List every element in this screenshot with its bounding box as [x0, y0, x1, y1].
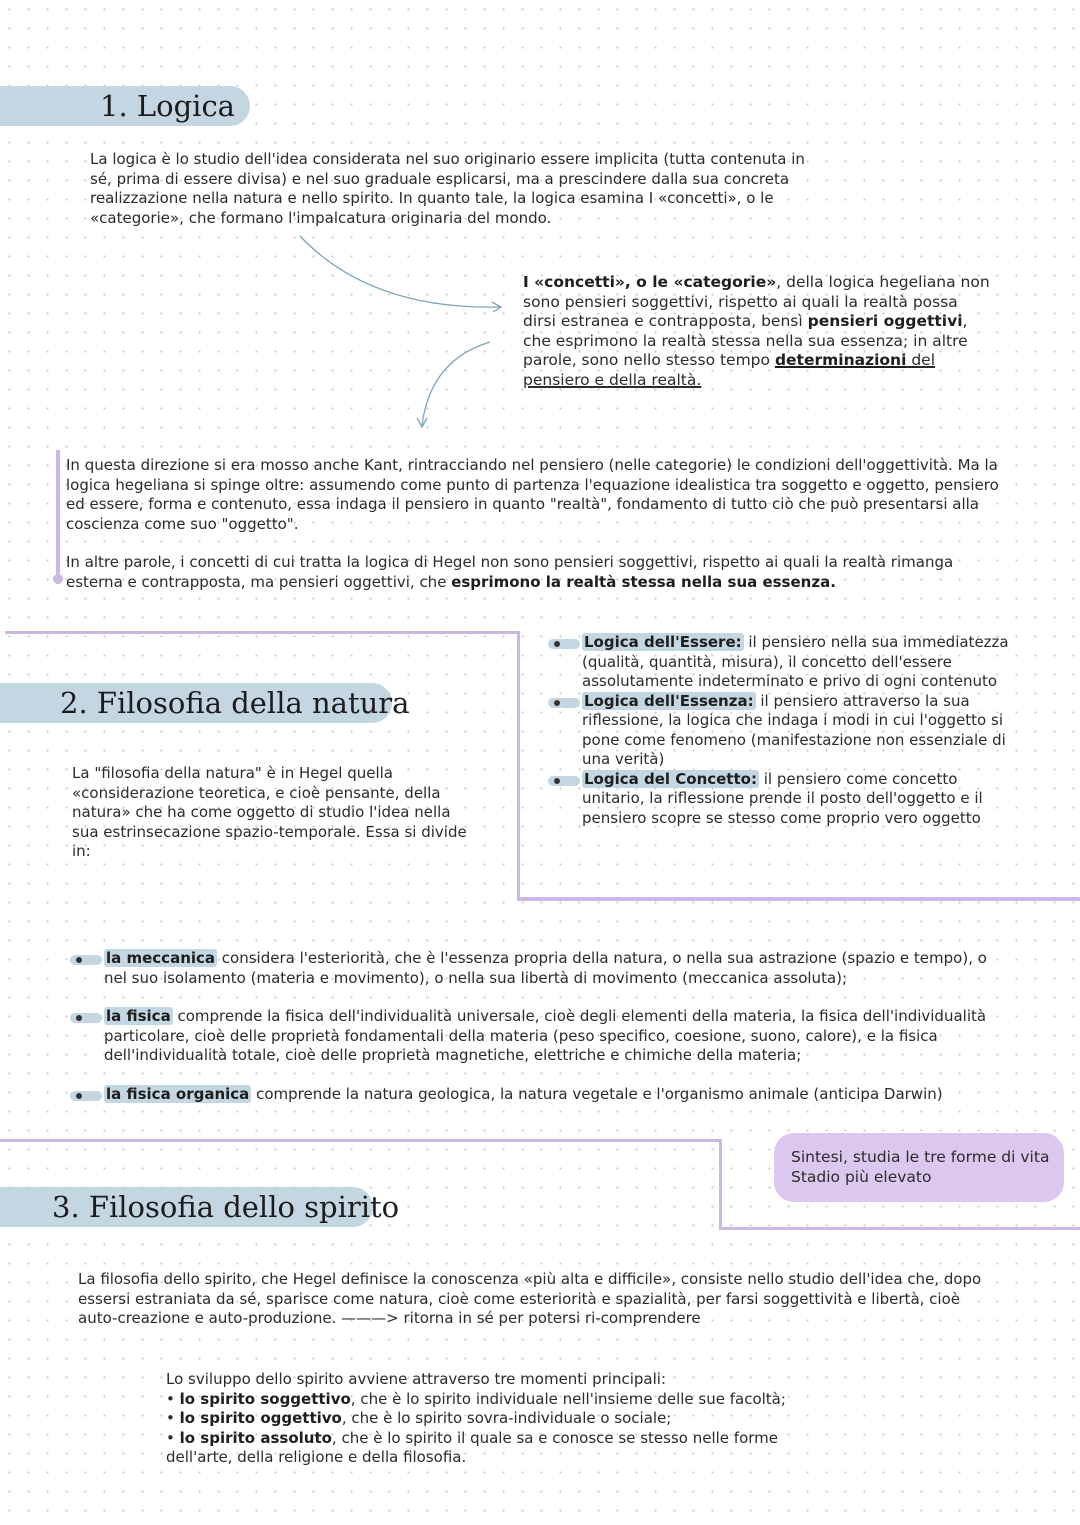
section-3-heading: [0, 1187, 400, 1227]
section-1-title: 1. Logica: [100, 89, 235, 123]
frame-top-line: [5, 631, 520, 634]
list-item: la meccanica considera l'esteriorità, che è l'essenza propria della natura, o nella sua astrazione (spazio e tempo), o nel suo isolamento (materia e movimento), o nella sua libertà di movimento (meccanica assoluta);: [104, 949, 1009, 988]
kant-paragraph: In questa direzione si era mosso anche Kant, rintracciando nel pensiero (nelle categorie) le condizioni dell'oggettività. Ma la logica hegeliana si spinge oltre: assumendo come punto di partenza l'equazione idealistica tra soggetto e oggetto, pensiero ed essere, forma e contenuto, essa indaga il pensiero in quanto "realtà", fondamento di tutto ciò che può presentarsi alla coscienza come suo "oggetto".: [66, 456, 999, 533]
list-item: • lo spirito oggettivo, che è lo spirito sovra-individuale o sociale;: [166, 1409, 672, 1427]
list-item: la fisica comprende la fisica dell'individualità universale, cioè degli elementi della materia, la fisica dell'individualità particolare, cioè delle proprietà fondamentali della materia (peso specifico, coesione, suono, calore), e la fisica dell'individualità totale, cioè delle proprietà magnetiche, elettriche e chimiche della materia;: [104, 1007, 1009, 1066]
logica-summary: In altre parole, i concetti di cui tratta la logica di Hegel non sono pensieri soggettivi, rispetto ai quali la realtà rimanga esterna e contrapposta, ma pensieri oggettivi, che esprimono la realtà stessa nella sua essenza.: [66, 553, 954, 591]
kant-side-bar: [56, 450, 60, 584]
section-2-heading: [0, 683, 410, 723]
pensieri-oggettivi-term: pensieri oggettivi: [807, 312, 963, 330]
list-item: Logica dell'Essere: il pensiero nella sua immediatezza (qualità, quantità, misura), il concetto dell'essere assolutamente indeterminato e privo di ogni contenuto: [582, 633, 1022, 692]
natura-intro: La "filosofia della natura" è in Hegel quella «considerazione teoretica, e cioè pensante, della natura» che ha come oggetto di studio l'idea nella sua estrinsecazione spazio-temporale. Essa si divide in:: [72, 764, 467, 860]
natura-divisions-list: [104, 949, 1009, 1104]
list-item: Logica dell'Essenza: il pensiero attraverso la sua riflessione, la logica che indaga i modi in cui l'oggetto si pone come fenomeno (manifestazione non essenziale di una verità): [582, 692, 1022, 770]
list-item: • lo spirito assoluto, che è lo spirito il quale sa e conosce se stesso nelle forme dell'arte, della religione e della filosofia.: [166, 1428, 778, 1466]
list-item: • lo spirito soggettivo, che è lo spirito individuale nell'insieme delle sue facoltà;: [166, 1389, 786, 1408]
concetti-term: I «concetti», o le «categorie»: [523, 273, 777, 291]
frame3-top-line: [0, 1139, 722, 1142]
frame-bottom-line: [517, 897, 1080, 901]
synthesis-note: Sintesi, studia le tre forme di vita Stadio più elevato: [774, 1133, 1064, 1202]
kant-side-dot: [53, 574, 63, 584]
section-2-title: 2. Filosofia della natura: [60, 686, 410, 720]
section-3-title: 3. Filosofia dello spirito: [52, 1190, 400, 1224]
concept-note: I «concetti», o le «categorie», della logica hegeliana non sono pensieri soggettivi, rispetto ai quali la realtà possa dirsi estranea e contrapposta, bensì pensieri oggettivi, che esprimono la realtà stessa nella sua essenza; in altre parole, sono nello stesso tempo determinazioni del pensiero e della realtà.: [523, 273, 990, 389]
list-item: Logica del Concetto: il pensiero come concetto unitario, la riflessione prende il posto dell'oggetto e il pensiero scopre se stesso come proprio vero oggetto: [582, 770, 1022, 829]
frame-vertical-line: [517, 631, 520, 901]
list-item: la fisica organica comprende la natura geologica, la natura vegetale e l'organismo animale (anticipa Darwin): [104, 1085, 1009, 1105]
arrow-curve-right: [300, 236, 500, 307]
logica-intro: La logica è lo studio dell'idea considerata nel suo originario essere implicita (tutta contenuta in sé, prima di essere divisa) e nel suo graduale esplicarsi, ma a prescindere dalla sua concreta realizzazione nella natura e nello spirito. In quanto tale, la logica esamina I «concetti», o le «categorie», che formano l'impalcatura originaria del mondo.: [90, 150, 805, 227]
frame3-bottom-line: [719, 1227, 1080, 1230]
determinazioni-term: determinazioni: [774, 351, 907, 369]
spirito-intro: La filosofia dello spirito, che Hegel definisce la conoscenza «più alta e difficile», consiste nello studio dell'idea che, dopo essersi estraniata da sé, sparisce come natura, cioè come esteriorità e spazialità, per farsi soggettività e libertà, cioè auto-creazione e auto-produzione. ———> ritorna in sé per potersi ri-comprendere: [78, 1270, 982, 1327]
frame3-vertical-line: [719, 1139, 722, 1230]
arrow-curve-down: [422, 342, 490, 426]
spirito-moments: Lo sviluppo dello spirito avviene attraverso tre momenti principali: • lo spirito soggettivo, che è lo spirito individuale nell'insieme delle sue facoltà; • lo spirito oggettivo, che è lo spirito sovra-individuale o sociale; • lo spirito assoluto, che è lo spirito il quale sa e conosce se stesso nelle forme dell'arte, della religione e della filosofia.: [166, 1370, 846, 1468]
logic-types-list: [582, 633, 1022, 828]
